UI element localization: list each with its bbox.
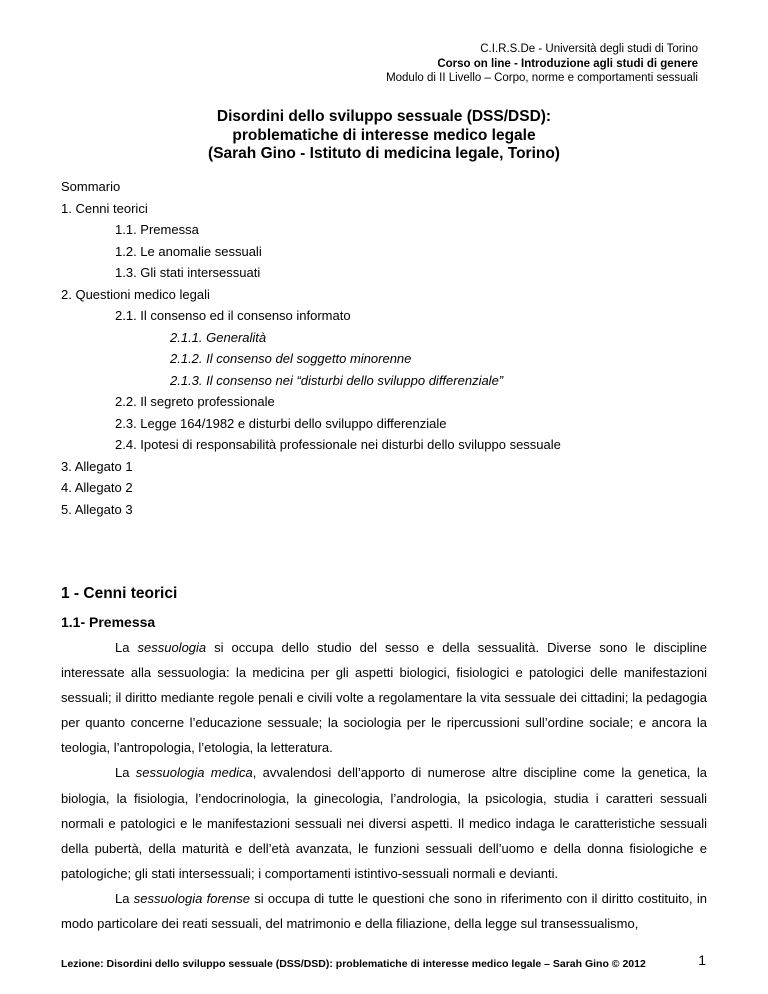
page-footer: Lezione: Disordini dello sviluppo sessuale (DSS/DSD): problematiche di interesse medico legale – Sarah Gino © 2012 [61,958,646,970]
toc-item: 1.1. Premessa [115,222,199,237]
toc-item: 2.1.3. Il consenso nei “disturbi dello sviluppo differenziale” [170,372,504,388]
title-line-2: problematiche di interesse medico legale [232,126,536,144]
page-number: 1 [698,952,706,968]
title-line-3: (Sarah Gino - Istituto di medicina legale, Torino) [208,145,560,162]
toc-item: 2.1. Il consenso ed il consenso informato [115,308,351,323]
paragraph: La sessuologia medica, avvalendosi dell’apporto di numerose altre discipline come la genetica, la biologia, la fisiologia, l’endocrinologia, la ginecologia, l’andrologia, la psicologia, studia i caratteri sessuali normali e patologici e le manifestazioni sessuali nei diversi aspetti. Il medico indaga le caratteristiche sessuali della pubertà, della maturità e dell’età avanzata, le funzioni sessuali dell’uomo e della donna fisiologiche e patologiche; gli stati intersessuali; i comportamenti istintivo-sessuali normali e devianti. [61,765,707,881]
toc-item: 3. Allegato 1 [61,458,133,474]
title-line-1: Disordini dello sviluppo sessuale (DSS/DSD): [216,108,552,125]
document-title [0,108,768,164]
toc-item: 2.3. Legge 164/1982 e disturbi dello sviluppo differenziale [115,415,447,431]
toc-item: 1.2. Le anomalie sessuali [115,243,262,259]
header-course: Corso on line - Introduzione agli studi di genere [437,57,698,70]
toc-item: 1. Cenni teorici [61,200,148,216]
subsection-heading: 1.1- Premessa [61,614,156,630]
table-of-contents [61,176,561,520]
term-sessuologia: sessuologia [137,640,207,655]
toc-item: 5. Allegato 3 [61,501,133,517]
paragraph: La sessuologia si occupa dello studio del sesso e della sessualità. Diverse sono le discipline interessate alla sessuologia: la medicina per gli aspetti biologici, fisiologici e patologici delle manifestazioni sessuali; il diritto mediante regole penali e civili volte a regolamentare la vita sessuale dei cittadini; la pedagogia per quanto concerne l’educazione sessuale; la sociologia per le ripercussioni sull’ordine sociale; e ancora la teologia, l’antropologia, l’etologia, la letteratura. [61,640,707,756]
toc-item: 1.3. Gli stati intersessuati [115,265,261,280]
section-heading: 1 - Cenni teorici [61,585,178,602]
header-module: Modulo di II Livello – Corpo, norme e comportamenti sessuali [386,72,698,84]
toc-item: 4. Allegato 2 [61,480,133,495]
header-university: C.I.R.S.De - Università degli studi di Torino [480,43,698,55]
toc-item: 2.1.2. Il consenso del soggetto minorenne [170,351,412,366]
toc-heading: Sommario [61,179,121,194]
running-header [386,42,698,86]
toc-item: 2. Questioni medico legali [61,286,210,302]
toc-item: 2.2. Il segreto professionale [115,394,275,409]
term-sessuologia-forense: sessuologia forense [133,890,250,906]
body-text [61,635,707,936]
paragraph: La sessuologia forense si occupa di tutte le questioni che sono in riferimento con il diritto costituito, in modo particolare dei reati sessuali, del matrimonio e della filiazione, della legge sul transessualismo, [61,890,707,932]
toc-item: 2.1.1. Generalità [170,329,267,345]
term-sessuologia-medica: sessuologia medica [135,765,253,781]
toc-item: 2.4. Ipotesi di responsabilità professionale nei disturbi dello sviluppo sessuale [115,437,561,452]
